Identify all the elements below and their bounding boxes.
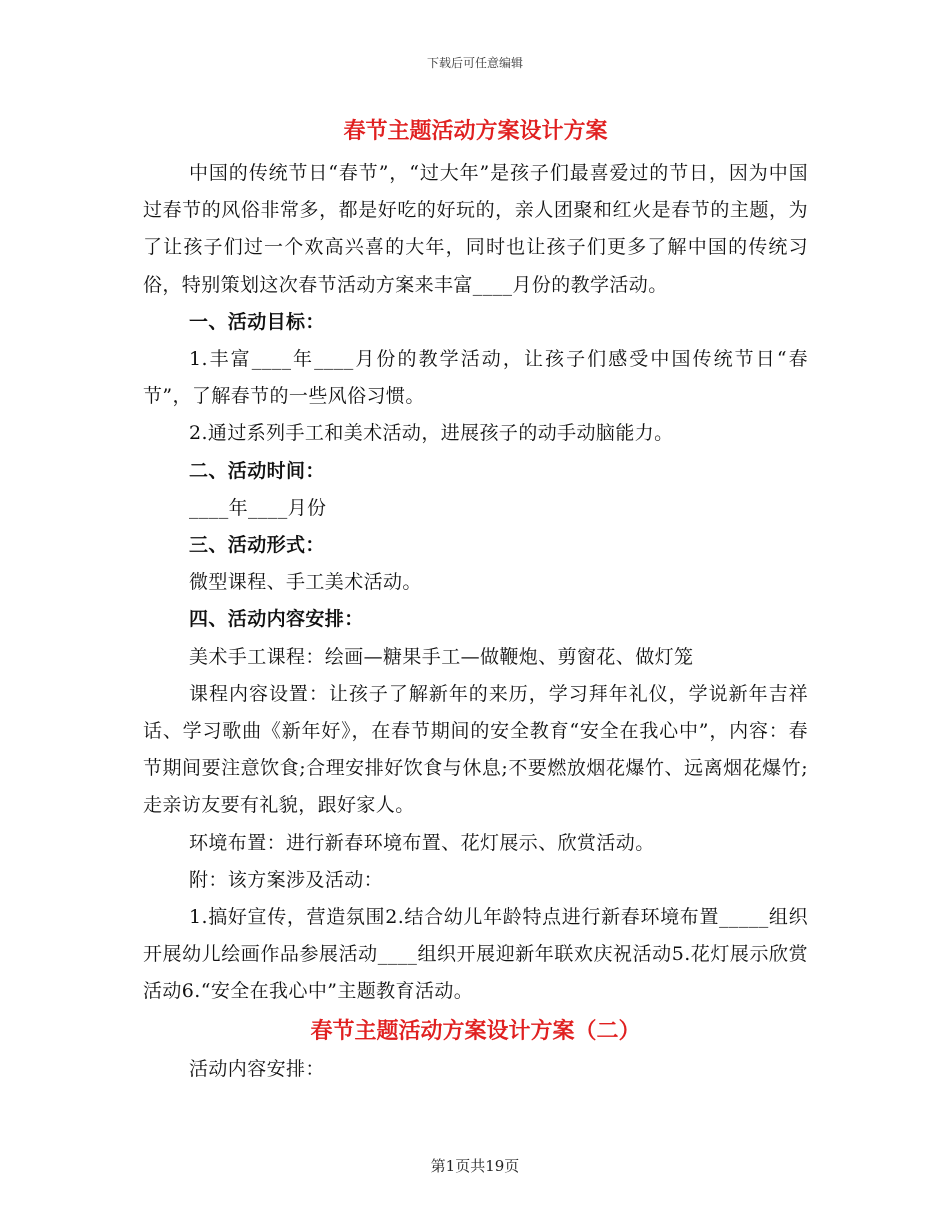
document-body (143, 113, 808, 1088)
document-title-part-2: 春节主题活动方案设计方案（二） (310, 1017, 641, 1044)
activity-time-text: ____年____月份 (189, 496, 327, 519)
appendix-label: 附：该方案涉及活动： (189, 868, 384, 891)
part2-content-label: 活动内容安排： (189, 1057, 325, 1080)
section-heading-goals: 一、活动目标： (189, 310, 325, 333)
activity-form-text: 微型课程、手工美术活动。 (189, 571, 422, 594)
goal-item-1: 1.丰富____年____月份的教学活动，让孩子们感受中国传统节日“春节”，了解春节的一些风俗习惯。 (143, 348, 808, 408)
section-heading-content: 四、活动内容安排： (189, 608, 364, 631)
appendix-activities: 1.搞好宣传，营造氛围2.结合幼儿年龄特点进行新春环境布置_____组织开展幼儿绘画作品参展活动____组织开展迎新年联欢庆祝活动5.花灯展示欣赏活动6.“安全在我心中”主题教育活动。 (143, 906, 808, 1003)
content-environment: 环境布置：进行新春环境布置、花灯展示、欣赏活动。 (189, 831, 655, 854)
document-title: 春节主题活动方案设计方案 (343, 118, 608, 144)
page-number-footer: 第1页共19页 (430, 1157, 520, 1175)
content-course-settings: 课程内容设置：让孩子了解新年的来历，学习拜年礼仪，学说新年吉祥话、学习歌曲《新年好》，在春节期间的安全教育“安全在我心中”，内容：春节期间要注意饮食;合理安排好饮食与休息;不要燃放烟花爆竹、远离烟花爆竹;走亲访友要有礼貌，跟好家人。 (143, 682, 808, 817)
section-heading-form: 三、活动形式： (189, 534, 325, 557)
content-art-courses: 美术手工课程：绘画—糖果手工—做鞭炮、剪窗花、做灯笼 (189, 645, 694, 668)
intro-paragraph: 中国的传统节日“春节”，“过大年”是孩子们最喜爱过的节日，因为中国过春节的风俗非常多，都是好吃的好玩的，亲人团聚和红火是春节的主题，为了让孩子们过一个欢高兴喜的大年，同时也让孩子们更多了解中国的传统习俗，特别策划这次春节活动方案来丰富____月份的教学活动。 (143, 162, 808, 296)
page-header-note: 下载后可任意编辑 (426, 56, 523, 70)
section-heading-time: 二、活动时间： (189, 459, 325, 482)
goal-item-2: 2.通过系列手工和美术活动，进展孩子的动手动脑能力。 (189, 422, 674, 445)
